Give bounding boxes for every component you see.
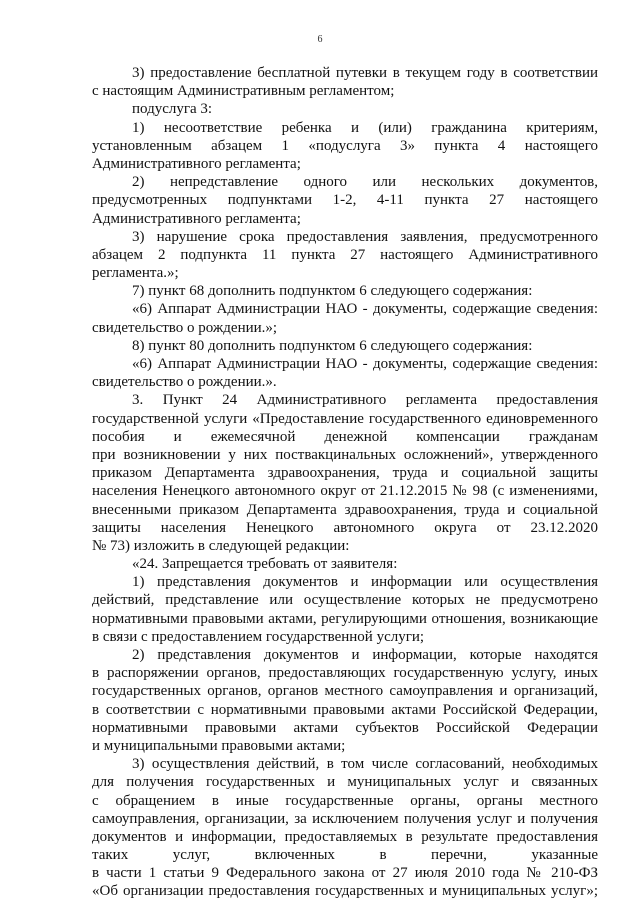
- text-line: и муниципальными правовыми актами;: [92, 737, 346, 754]
- document-body: [92, 64, 598, 901]
- text-line: нормативными правовыми актами, регулирующими отношения, возникающие: [92, 610, 598, 627]
- text-line: 3) предоставление бесплатной путевки в текущем году в соответствии: [132, 65, 598, 81]
- text-line: пособия и ежемесячной денежной компенсации гражданам: [92, 428, 598, 445]
- text-line: в соответствии с нормативными правовыми актами Российской Федерации,: [92, 701, 598, 718]
- text-line: 1) представления документов и информации или осуществления: [132, 574, 598, 591]
- text-line: свидетельство о рождении.».: [92, 374, 277, 391]
- text-line: в связи с предоставлением государственной услуги;: [92, 628, 425, 645]
- text-line: 2) непредставление одного или нескольких документов,: [132, 174, 598, 191]
- text-line: с настоящим Административным регламентом;: [92, 83, 395, 100]
- page-number: 6: [317, 34, 323, 45]
- text-line: 3. Пункт 24 Административного регламента предоставления: [132, 392, 598, 409]
- text-line: для получения государственных и муниципальных услуг и связанных: [92, 774, 598, 791]
- text-line: Административного регламента;: [92, 155, 301, 172]
- text-line: абзацем 2 подпункта 11 пункта 27 настоящего Административного: [92, 246, 598, 263]
- text-line: свидетельство о рождении.»;: [92, 319, 278, 336]
- text-line: № 73) изложить в следующей редакции:: [92, 537, 350, 554]
- text-line: 8) пункт 80 дополнить подпунктом 6 следующего содержания:: [132, 337, 533, 354]
- text-line: с обращением в иные государственные органы, органы местного: [92, 792, 598, 809]
- text-line: в части 1 статьи 9 Федерального закона от 27 июля 2010 года № 210-ФЗ: [92, 865, 598, 882]
- text-line: Административного регламента;: [92, 210, 301, 227]
- text-line: «6) Аппарат Администрации НАО - документы, содержащие сведения:: [132, 301, 598, 318]
- text-line: внесенными приказом Департамента здравоохранения, труда и социальной: [92, 501, 598, 518]
- text-line: регламента.»;: [92, 265, 179, 282]
- text-line: «Об организации предоставления государственных и муниципальных услуг»;: [92, 883, 598, 900]
- text-line: 3) нарушение срока предоставления заявления, предусмотренного: [132, 228, 598, 245]
- text-line: 1) несоответствие ребенка и (или) гражданина критериям,: [132, 119, 598, 136]
- text-line: «24. Запрещается требовать от заявителя:: [132, 556, 398, 573]
- text-line: действий, представление или осуществление которых не предусмотрено: [92, 592, 598, 609]
- text-line: «6) Аппарат Администрации НАО - документы, содержащие сведения:: [132, 356, 598, 372]
- text-line: 3) осуществления действий, в том числе согласований, необходимых: [132, 756, 598, 773]
- text-line: документов и информации, предоставляемых в результате предоставления: [92, 828, 598, 845]
- text-line: населения Ненецкого автономного округ от 21.12.2015 № 98 (с изменениями,: [92, 483, 598, 500]
- text-line: при возникновении у них поствакцинальных осложнений», утвержденного: [92, 446, 598, 463]
- text-line: государственной услуги «Предоставление государственного единовременного: [92, 410, 598, 427]
- text-line: защиты населения Ненецкого автономного округа от 23.12.2020: [92, 519, 598, 536]
- text-line: таких услуг, включенных в перечни, указанные: [92, 847, 598, 864]
- text-line: нормативными правовыми актами субъектов Российской Федерации: [92, 719, 598, 736]
- text-line: приказом Департамента здравоохранения, труда и социальной защиты: [92, 465, 598, 482]
- text-line: 7) пункт 68 дополнить подпунктом 6 следующего содержания:: [132, 283, 533, 300]
- text-line: государственных органов, органов местного самоуправления и организаций,: [92, 683, 598, 700]
- text-line: 2) представления документов и информации, которые находятся: [132, 647, 598, 663]
- text-line: в распоряжении органов, предоставляющих государственную услугу, иных: [92, 665, 598, 682]
- text-line: установленным абзацем 1 «подуслуга 3» пункта 4 настоящего: [92, 137, 598, 154]
- text-line: подуслуга 3:: [132, 101, 213, 118]
- text-line: предусмотренных подпунктами 1-2, 4-11 пункта 27 настоящего: [92, 192, 598, 209]
- text-line: самоуправления, организации, за исключением получения услуг и получения: [92, 810, 598, 827]
